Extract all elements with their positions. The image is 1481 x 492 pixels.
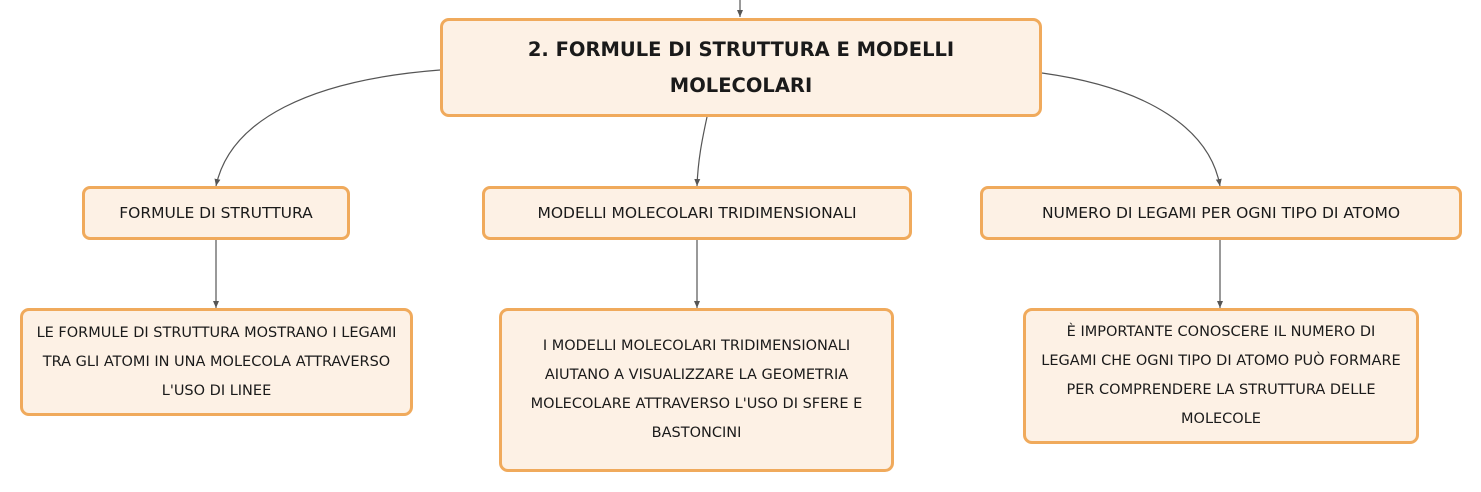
branch-node-label: NUMERO DI LEGAMI PER OGNI TIPO DI ATOMO — [1041, 204, 1401, 222]
root-node[interactable] — [440, 18, 1042, 117]
detail-node-modelli-molecolari[interactable] — [499, 308, 894, 472]
connector-root-to-branch-3 — [1042, 73, 1220, 186]
branch-node-label: MODELLI MOLECOLARI TRIDIMENSIONALI — [537, 204, 857, 222]
branch-node-formule-di-struttura[interactable] — [82, 186, 350, 240]
detail-node-text: È IMPORTANTE CONOSCERE IL NUMERO DI LEGAMI CHE OGNI TIPO DI ATOMO PUÒ FORMARE PER COMPRENDERE LA STRUTTURA DELLE MOLECOLE — [1041, 324, 1401, 427]
connector-root-to-branch-1 — [216, 70, 440, 186]
branch-node-modelli-molecolari[interactable] — [482, 186, 912, 240]
connector-root-to-branch-2 — [697, 117, 707, 186]
detail-node-numero-di-legami[interactable] — [1023, 308, 1419, 444]
branch-node-numero-di-legami[interactable] — [980, 186, 1462, 240]
detail-node-text: I MODELLI MOLECOLARI TRIDIMENSIONALI AIUTANO A VISUALIZZARE LA GEOMETRIA MOLECOLARE ATTRAVERSO L'USO DI SFERE E BASTONCINI — [530, 338, 863, 441]
root-node-label: 2. FORMULE DI STRUTTURA E MODELLI MOLECOLARI — [527, 37, 955, 97]
detail-node-text: LE FORMULE DI STRUTTURA MOSTRANO I LEGAMI TRA GLI ATOMI IN UNA MOLECOLA ATTRAVERSO L'USO DI LINEE — [36, 324, 397, 399]
detail-node-formule-di-struttura[interactable] — [20, 308, 413, 416]
branch-node-label: FORMULE DI STRUTTURA — [119, 204, 313, 222]
